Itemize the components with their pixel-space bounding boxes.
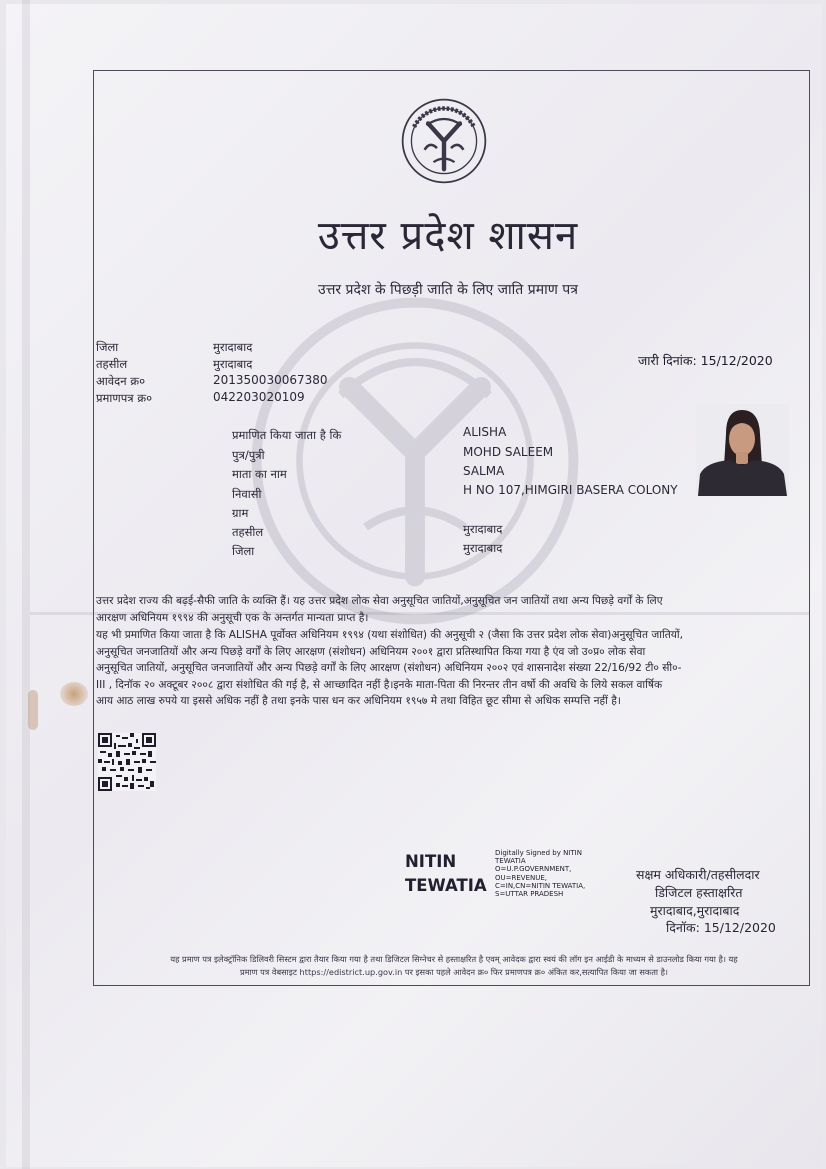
paragraph-line: यह भी प्रमाणित किया जाता है कि ALISHA पूर्वोक्त अधिनियम १९९४ (यथा संशोधित) की अनुसूची २ (जैसा कि उत्तर प्रदेश लोक सेवा)अनुसूचित जातियों,: [96, 629, 684, 641]
application-label: आवेदन क्र०: [96, 374, 146, 388]
signature-line: TEWATIA: [495, 857, 526, 866]
applicant-photo: [696, 404, 789, 496]
paragraph-line: III , दिनॉक २० अक्टूबर २००८ द्वारा संशोधित की गई है, से आच्छादित नहीं है।इनके माता-पिता की निरन्तर तीन वर्षो की अवधि के लिये सकल वार्षिक: [96, 678, 663, 691]
authority-date: दिनॉक: 15/12/2020: [666, 920, 776, 935]
issue-date: जारी दिनांक: 15/12/2020: [638, 353, 773, 368]
paragraph-line: आरक्षण अधिनियम १९९४ की अनुसूची एक के अन्तर्गत मान्यता प्राप्त है।: [96, 611, 369, 624]
person-row-label: ग्राम: [232, 506, 249, 520]
paragraph-line: अनुसूचित जातियों, अनुसूचित जनजातियों और अन्य पिछड़े वर्गों के लिए आरक्षण (संशोधन) अधिनियम २००२ एवं शासनादेश संख्या 22/16/92 टी० सी०-: [96, 662, 682, 675]
digitally-signed-label: डिजिटल हस्ताक्षरित: [655, 885, 743, 900]
signature-line: OU=REVENUE,: [495, 873, 548, 882]
person-name: ALISHA: [463, 425, 507, 439]
qr-code-icon: [98, 733, 156, 791]
paper-stain: [60, 682, 88, 706]
person-row-label: पुत्र/पुत्री: [232, 448, 265, 462]
caste-statement: [96, 593, 786, 626]
paper-stain: [28, 690, 38, 730]
person-row-label: जिला: [232, 544, 255, 558]
authority-location: मुरादाबाद,मुरादाबाद: [650, 903, 740, 918]
district-person-value: मुरादाबाद: [463, 541, 503, 555]
up-emblem-watermark: [250, 296, 580, 626]
signer-last-name: TEWATIA: [405, 876, 487, 895]
person-row-label: निवासी: [232, 487, 262, 501]
person-row-label: माता का नाम: [232, 467, 287, 481]
signature-line: S=UTTAR PRADESH: [495, 890, 564, 899]
income-statement: [96, 627, 786, 710]
paper-fold: [22, 0, 30, 1169]
footer-line: प्रमाण पत्र वेबसाइट https://edistrict.up.gov.in पर इसका पहले आवेदन क्र० फिर प्रमाणपत्र क्र० अंकित कर,सत्यापित किया जा सकता है।: [239, 967, 669, 977]
paragraph-line: उत्तर प्रदेश राज्य की बढ़ई-सैफी जाति के व्यक्ति हैं। यह उत्तर प्रदेश लोक सेवा अनुसूचित जातियों,अनुसूचित जन जातियों तथा अन्य पिछड़े वर्गों के लिए: [96, 595, 663, 607]
tehsil-label: तहसील: [96, 357, 128, 371]
district-value: मुरादाबाद: [213, 340, 253, 354]
person-row-label: तहसील: [232, 525, 264, 539]
paragraph-line: आय आठ लाख रुपये या इससे अधिक नहीं है तथा इनके पास धन कर अधिनियम १९५७ मे तथा विहित छूट सीमा से अधिक सम्पत्ति नहीं है।: [96, 695, 621, 708]
government-title: उत्तर प्रदेश शासन: [317, 213, 579, 259]
up-state-emblem-icon: [400, 97, 488, 185]
footer-line: यह प्रमाण पत्र इलेक्ट्रॉनिक डिलिवरी सिस्टम द्वारा तैयार किया गया है तथा डिजिटल सिग्नेचर से हस्ताक्षरित है एवम् आवेदक द्वारा स्वयं की लॉग इन आईडी के माध्यम से डाउनलोड किया गया है। यह: [170, 954, 738, 964]
certificate-subtitle: उत्तर प्रदेश के पिछड़ी जाति के लिए जाति प्रमाण पत्र: [318, 282, 578, 298]
certificate-number-label: प्रमाणपत्र क्र०: [96, 391, 153, 405]
signer-first-name: NITIN: [405, 852, 457, 871]
tehsil-person-value: मुरादाबाद: [463, 522, 503, 536]
signature-line: C=IN,CN=NITIN TEWATIA,: [495, 881, 586, 890]
application-number: 201350030067380: [213, 373, 328, 387]
paragraph-line: अनुसूचित जनजातियों और अन्य पिछड़े वर्गों के लिए आरक्षण (संशोधन) अधिनियम २००१ द्वारा प्रतिस्थापित किया गया है एंव जो उ०प्र० लोक सेवा: [96, 645, 646, 658]
authority-title: सक्षम अधिकारी/तहसीलदार: [636, 867, 760, 882]
mother-name: SALMA: [463, 464, 505, 478]
person-row-label: प्रमाणित किया जाता है कि: [232, 428, 342, 442]
tehsil-value: मुरादाबाद: [213, 357, 253, 371]
signature-line: O=U.P.GOVERNMENT,: [495, 865, 572, 874]
signature-line: Digitally Signed by NITIN: [495, 849, 582, 857]
certificate-number: 042203020109: [213, 390, 305, 404]
digital-signature-details: [495, 849, 585, 898]
district-label: जिला: [96, 340, 119, 354]
footer-note: [96, 953, 812, 979]
father-name: MOHD SALEEM: [463, 445, 554, 459]
residence-address: H NO 107,HIMGIRI BASERA COLONY: [463, 483, 678, 497]
